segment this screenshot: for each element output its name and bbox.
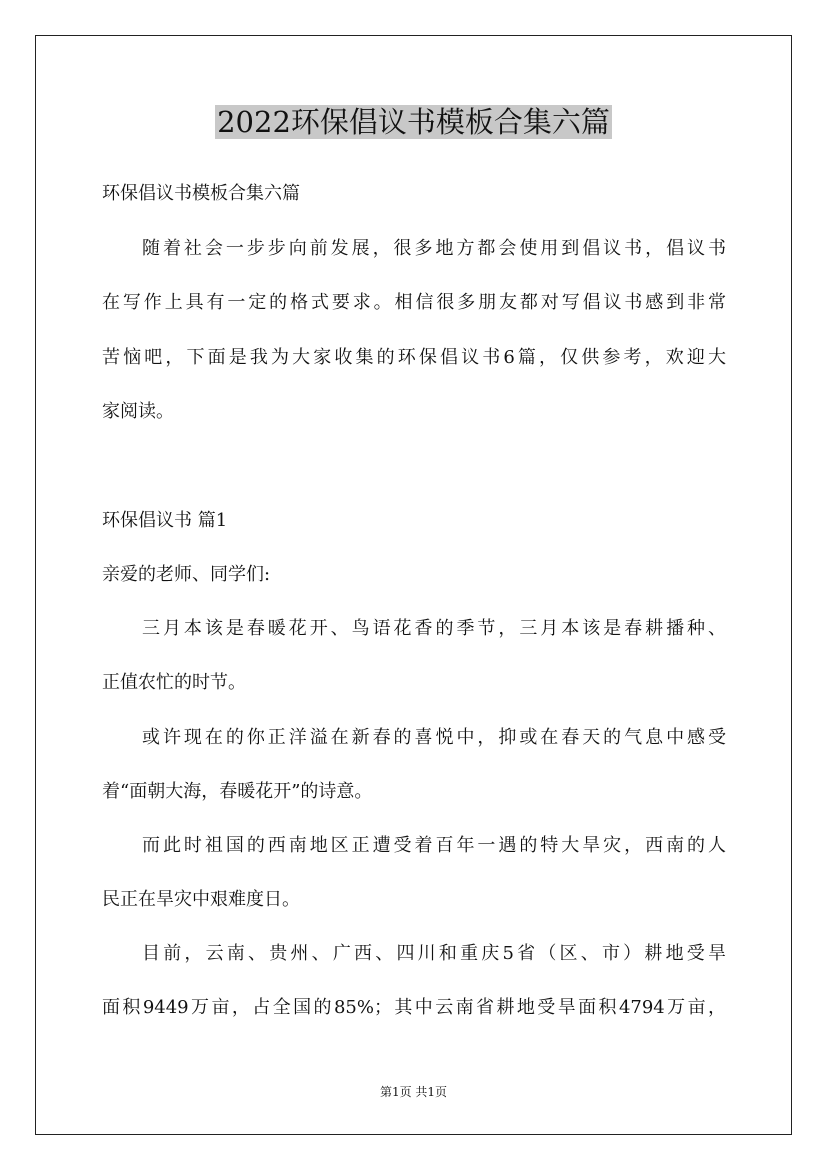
document-title [0,100,827,144]
page-footer: 第1页 共1页 [379,1085,448,1099]
intro-line-1: 随着社会一步步向前发展，很多地方都会使用到倡议书，倡议书 [142,238,726,259]
document-title-text: 2022环保倡议书模板合集六篇 [217,105,610,139]
document-subtitle: 环保倡议书模板合集六篇 [102,183,300,204]
body-line-3: 或许现在的你正洋溢在新春的喜悦中，抑或在春天的气息中感受 [142,727,726,748]
body-line-5: 而此时祖国的西南地区正遭受着百年一遇的特大旱灾，西南的人 [142,835,726,856]
body-line-7: 目前，云南、贵州、广西、四川和重庆5省（区、市）耕地受旱 [142,943,726,964]
body-line-8: 面积9449万亩，占全国的85%；其中云南省耕地受旱面积4794万亩， [102,997,726,1018]
intro-line-3: 苦恼吧，下面是我为大家收集的环保倡议书6篇，仅供参考，欢迎大 [102,347,726,368]
body-line-2: 正值农忙的时节。 [102,672,246,693]
body-line-6: 民正在旱灾中艰难度日。 [102,889,300,910]
intro-line-2: 在写作上具有一定的格式要求。相信很多朋友都对写倡议书感到非常 [102,292,726,313]
section-heading: 环保倡议书 篇1 [102,510,228,531]
body-line-4: 着“面朝大海，春暖花开”的诗意。 [102,781,373,802]
intro-line-4: 家阅读。 [102,401,174,422]
salutation: 亲爱的老师、同学们: [102,564,271,585]
body-line-1: 三月本该是春暖花开、鸟语花香的季节，三月本该是春耕播种、 [142,618,726,639]
